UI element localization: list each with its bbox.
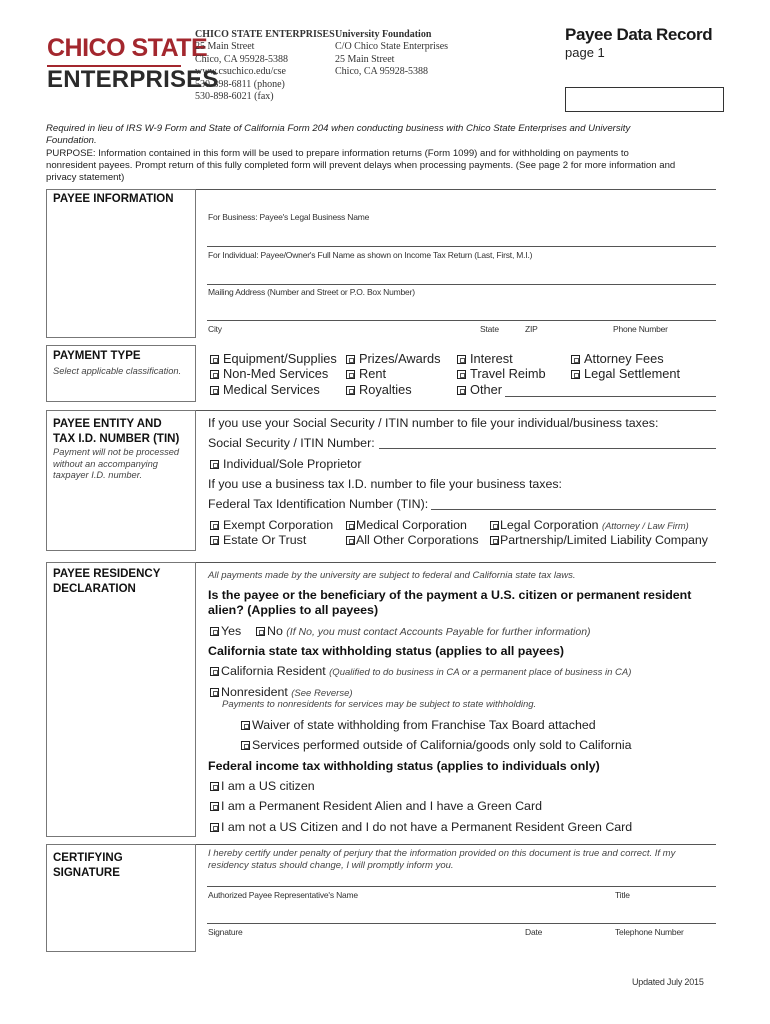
opt-perm-resident[interactable] bbox=[210, 799, 542, 813]
checkbox-icon[interactable] bbox=[241, 741, 250, 750]
ca-resident-note: (Qualified to do business in CA or a permanent place of business in CA) bbox=[329, 667, 632, 678]
checkbox-icon[interactable] bbox=[210, 627, 219, 636]
opt-label: I am a Permanent Resident Alien and I have a Green Card bbox=[221, 799, 542, 813]
phone-label: Phone Number bbox=[613, 324, 668, 334]
ssn-intro: If you use your Social Security / ITIN number to file your individual/business taxes: bbox=[208, 416, 659, 430]
opt-label: Legal Corporation bbox=[500, 518, 599, 532]
opt-label: I am not a US Citizen and I do not have a Permanent Resident Green Card bbox=[221, 820, 633, 834]
opt-services-outside[interactable] bbox=[241, 738, 632, 752]
opt-label: Equipment/Supplies bbox=[223, 351, 337, 366]
opt-label: Medical Corporation bbox=[356, 518, 467, 532]
opt-label: Legal Settlement bbox=[584, 366, 681, 381]
opt-label: Other bbox=[470, 382, 503, 397]
opt-no[interactable] bbox=[256, 624, 591, 638]
form-page: page 1 bbox=[565, 45, 605, 60]
fein-label: Federal Tax Identification Number (TIN): bbox=[208, 497, 429, 511]
business-name-label: For Business: Payee's Legal Business Name bbox=[208, 212, 370, 222]
opt-exempt-corp[interactable] bbox=[210, 518, 333, 532]
fein-intro: If you use a business tax I.D. number to file your business taxes: bbox=[208, 477, 562, 491]
checkbox-icon[interactable] bbox=[571, 370, 580, 379]
opt-not-us[interactable] bbox=[210, 820, 632, 834]
rep-title-label: Title bbox=[615, 890, 630, 900]
intro-required: Required in lieu of IRS W-9 Form and State of California Form 204 when conducting business with Chico State Enterprises and University Foundation. bbox=[46, 123, 631, 147]
checkbox-icon[interactable] bbox=[210, 536, 219, 545]
rep-name-field[interactable] bbox=[207, 886, 716, 887]
mailing-address-label: Mailing Address (Number and Street or P.O. Box Number) bbox=[208, 287, 415, 297]
org1-address bbox=[195, 29, 335, 103]
checkbox-icon[interactable] bbox=[346, 370, 355, 379]
form-id-box[interactable] bbox=[565, 87, 724, 112]
opt-label: California Resident bbox=[221, 664, 326, 678]
checkbox-icon[interactable] bbox=[490, 536, 499, 545]
ssn-label: Social Security / ITIN Number: bbox=[208, 436, 375, 450]
opt-attorney[interactable] bbox=[571, 351, 664, 366]
residency-box bbox=[46, 562, 196, 837]
mailing-address-field[interactable] bbox=[207, 320, 716, 321]
opt-label: I am a US citizen bbox=[221, 779, 315, 793]
opt-label: Interest bbox=[470, 351, 513, 366]
checkbox-icon[interactable] bbox=[210, 823, 219, 832]
opt-label: Exempt Corporation bbox=[223, 518, 334, 532]
checkbox-icon[interactable] bbox=[571, 355, 580, 364]
individual-name-field[interactable] bbox=[207, 284, 716, 285]
opt-label: Waiver of state withholding from Franchise Tax Board attached bbox=[252, 718, 596, 732]
checkbox-icon[interactable] bbox=[346, 521, 355, 530]
opt-ca-resident[interactable] bbox=[210, 664, 631, 678]
signature-label: Signature bbox=[208, 927, 243, 937]
rep-name-label: Authorized Payee Representative's Name bbox=[208, 890, 358, 900]
org1-name: CHICO STATE ENTERPRISES bbox=[195, 29, 335, 40]
intro-text bbox=[46, 123, 676, 184]
intro-purpose: PURPOSE: Information contained in this form will be used to prepare information returns (Form 1099) and for withholding on payments to nonresident payees. Prompt return of this fully completed form will prevent delays when processing payments. (See page 2 for more information and privacy statement) bbox=[46, 147, 676, 184]
city-label: City bbox=[208, 324, 222, 334]
org1-line: 530-898-6021 (fax) bbox=[195, 91, 274, 103]
residency-top-rule bbox=[196, 562, 716, 563]
checkbox-icon[interactable] bbox=[457, 370, 466, 379]
checkbox-icon[interactable] bbox=[210, 386, 219, 395]
checkbox-icon[interactable] bbox=[256, 627, 265, 636]
payment-type-title: PAYMENT TYPE bbox=[53, 350, 141, 362]
opt-label: Attorney Fees bbox=[584, 351, 664, 366]
org2-name: University Foundation bbox=[335, 29, 432, 40]
checkbox-icon[interactable] bbox=[210, 355, 219, 364]
opt-royalties[interactable] bbox=[346, 382, 412, 397]
nonresident-note: (See Reverse) bbox=[291, 688, 353, 699]
checkbox-icon[interactable] bbox=[210, 460, 219, 469]
opt-other[interactable] bbox=[457, 382, 502, 397]
federal-status-title: Federal income tax withholding status (applies to individuals only) bbox=[208, 759, 600, 773]
org2-address bbox=[335, 29, 475, 79]
opt-nonresident[interactable] bbox=[210, 685, 353, 699]
other-field[interactable] bbox=[505, 396, 716, 397]
citizen-question-2: alien? (Applies to all payees) bbox=[208, 603, 379, 617]
opt-all-other-corp[interactable] bbox=[346, 533, 479, 547]
fein-field[interactable] bbox=[431, 509, 716, 510]
entity-title-2: TAX I.D. NUMBER (TIN) bbox=[53, 433, 180, 445]
opt-interest[interactable] bbox=[457, 351, 513, 366]
checkbox-icon[interactable] bbox=[210, 667, 219, 676]
org1-line: 530-898-6811 (phone) bbox=[195, 78, 285, 90]
telephone-label: Telephone Number bbox=[615, 927, 684, 937]
date-label: Date bbox=[525, 927, 543, 937]
opt-estate-trust[interactable] bbox=[210, 533, 306, 547]
logo-line-2: ENTERPRISES bbox=[47, 66, 219, 93]
opt-us-citizen[interactable] bbox=[210, 779, 315, 793]
business-name-field[interactable] bbox=[207, 246, 716, 247]
entity-title-1: PAYEE ENTITY AND bbox=[53, 418, 162, 430]
zip-label: ZIP bbox=[525, 324, 538, 334]
payee-info-title: PAYEE INFORMATION bbox=[53, 193, 174, 205]
opt-medical-corp[interactable] bbox=[346, 518, 467, 532]
opt-label: Medical Services bbox=[223, 382, 320, 397]
opt-label: Nonresident bbox=[221, 685, 288, 699]
certify-title-1: CERTIFYING bbox=[53, 852, 123, 864]
checkbox-icon[interactable] bbox=[210, 802, 219, 811]
checkbox-icon[interactable] bbox=[241, 721, 250, 730]
opt-partnership[interactable] bbox=[490, 533, 708, 547]
org2-line: 25 Main Street bbox=[335, 53, 395, 65]
state-label: State bbox=[480, 324, 499, 334]
opt-label: Services performed outside of California/goods only sold to California bbox=[252, 738, 632, 752]
nonresident-sub: Payments to nonresidents for services may be subject to state withholding. bbox=[222, 699, 537, 710]
certify-top-rule bbox=[196, 844, 716, 845]
residency-title-1: PAYEE RESIDENCY bbox=[53, 568, 161, 580]
certify-statement-2: residency status should change, I will promptly inform you. bbox=[208, 860, 454, 871]
entity-subtitle: Payment will not be processed without an accompanying taxpayer I.D. number. bbox=[53, 447, 180, 480]
no-note: (If No, you must contact Accounts Payable for further information) bbox=[286, 626, 591, 638]
opt-nonmed[interactable] bbox=[210, 366, 328, 381]
org1-line: Chico, CA 95928-5388 bbox=[195, 53, 289, 65]
individual-name-label: For Individual: Payee/Owner's Full Name as shown on Income Tax Return (Last, First, M.I.) bbox=[208, 250, 533, 260]
opt-label: Royalties bbox=[359, 382, 412, 397]
form-title: Payee Data Record bbox=[565, 25, 713, 44]
opt-equipment[interactable] bbox=[210, 351, 337, 366]
opt-label: Travel Reimb bbox=[470, 366, 546, 381]
opt-label: Prizes/Awards bbox=[359, 351, 441, 366]
payment-type-subtitle: Select applicable classification. bbox=[53, 366, 182, 376]
checkbox-icon[interactable] bbox=[210, 688, 219, 697]
opt-label: Rent bbox=[359, 366, 387, 381]
payee-info-top-rule bbox=[196, 189, 716, 190]
opt-settlement[interactable] bbox=[571, 366, 680, 381]
checkbox-icon[interactable] bbox=[457, 355, 466, 364]
opt-medical[interactable] bbox=[210, 382, 320, 397]
checkbox-icon[interactable] bbox=[490, 521, 499, 530]
opt-label: Yes bbox=[221, 624, 242, 638]
residency-title-2: DECLARATION bbox=[53, 583, 136, 595]
certify-title-2: SIGNATURE bbox=[53, 867, 120, 879]
opt-prizes[interactable] bbox=[346, 351, 441, 366]
checkbox-icon[interactable] bbox=[346, 355, 355, 364]
residency-note: All payments made by the university are subject to federal and California state tax laws. bbox=[208, 570, 576, 581]
org1-line: 25 Main Street bbox=[195, 41, 255, 53]
ssn-field[interactable] bbox=[379, 448, 716, 449]
org2-line: Chico, CA 95928-5388 bbox=[335, 66, 429, 78]
org2-line: C/O Chico State Enterprises bbox=[335, 41, 449, 53]
checkbox-icon[interactable] bbox=[210, 521, 219, 530]
opt-label: All Other Corporations bbox=[356, 533, 479, 547]
ca-status-title: California state tax withholding status (applies to all payees) bbox=[208, 644, 564, 658]
checkbox-icon[interactable] bbox=[346, 536, 355, 545]
checkbox-icon[interactable] bbox=[457, 386, 466, 395]
opt-yes[interactable] bbox=[210, 624, 241, 638]
sole-prop-label: Individual/Sole Proprietor bbox=[223, 457, 362, 471]
opt-legal-corp[interactable] bbox=[490, 518, 689, 532]
checkbox-icon[interactable] bbox=[346, 386, 355, 395]
citizen-question-1: Is the payee or the beneficiary of the payment a U.S. citizen or permanent resident bbox=[208, 588, 692, 602]
opt-label: Partnership/Limited Liability Company bbox=[500, 533, 708, 547]
updated-date: Updated July 2015 bbox=[632, 977, 704, 987]
opt-label: Estate Or Trust bbox=[223, 533, 307, 547]
opt-waiver[interactable] bbox=[241, 718, 596, 732]
logo-line-1: CHICO STATE bbox=[47, 34, 208, 62]
sole-prop-option[interactable] bbox=[210, 457, 361, 471]
certify-statement-1: I hereby certify under penalty of perjury that the information provided on this document is true and correct. If my bbox=[208, 848, 676, 859]
opt-label: Non-Med Services bbox=[223, 366, 329, 381]
org1-line: www.csuchico.edu/cse bbox=[195, 66, 286, 78]
signature-field[interactable] bbox=[207, 923, 716, 924]
checkbox-icon[interactable] bbox=[210, 782, 219, 791]
opt-travel[interactable] bbox=[457, 366, 546, 381]
opt-label: No bbox=[267, 624, 283, 638]
checkbox-icon[interactable] bbox=[210, 370, 219, 379]
legal-corp-note: (Attorney / Law Firm) bbox=[601, 521, 689, 531]
opt-rent[interactable] bbox=[346, 366, 386, 381]
payee-info-box bbox=[46, 189, 196, 338]
entity-top-rule bbox=[196, 410, 716, 411]
